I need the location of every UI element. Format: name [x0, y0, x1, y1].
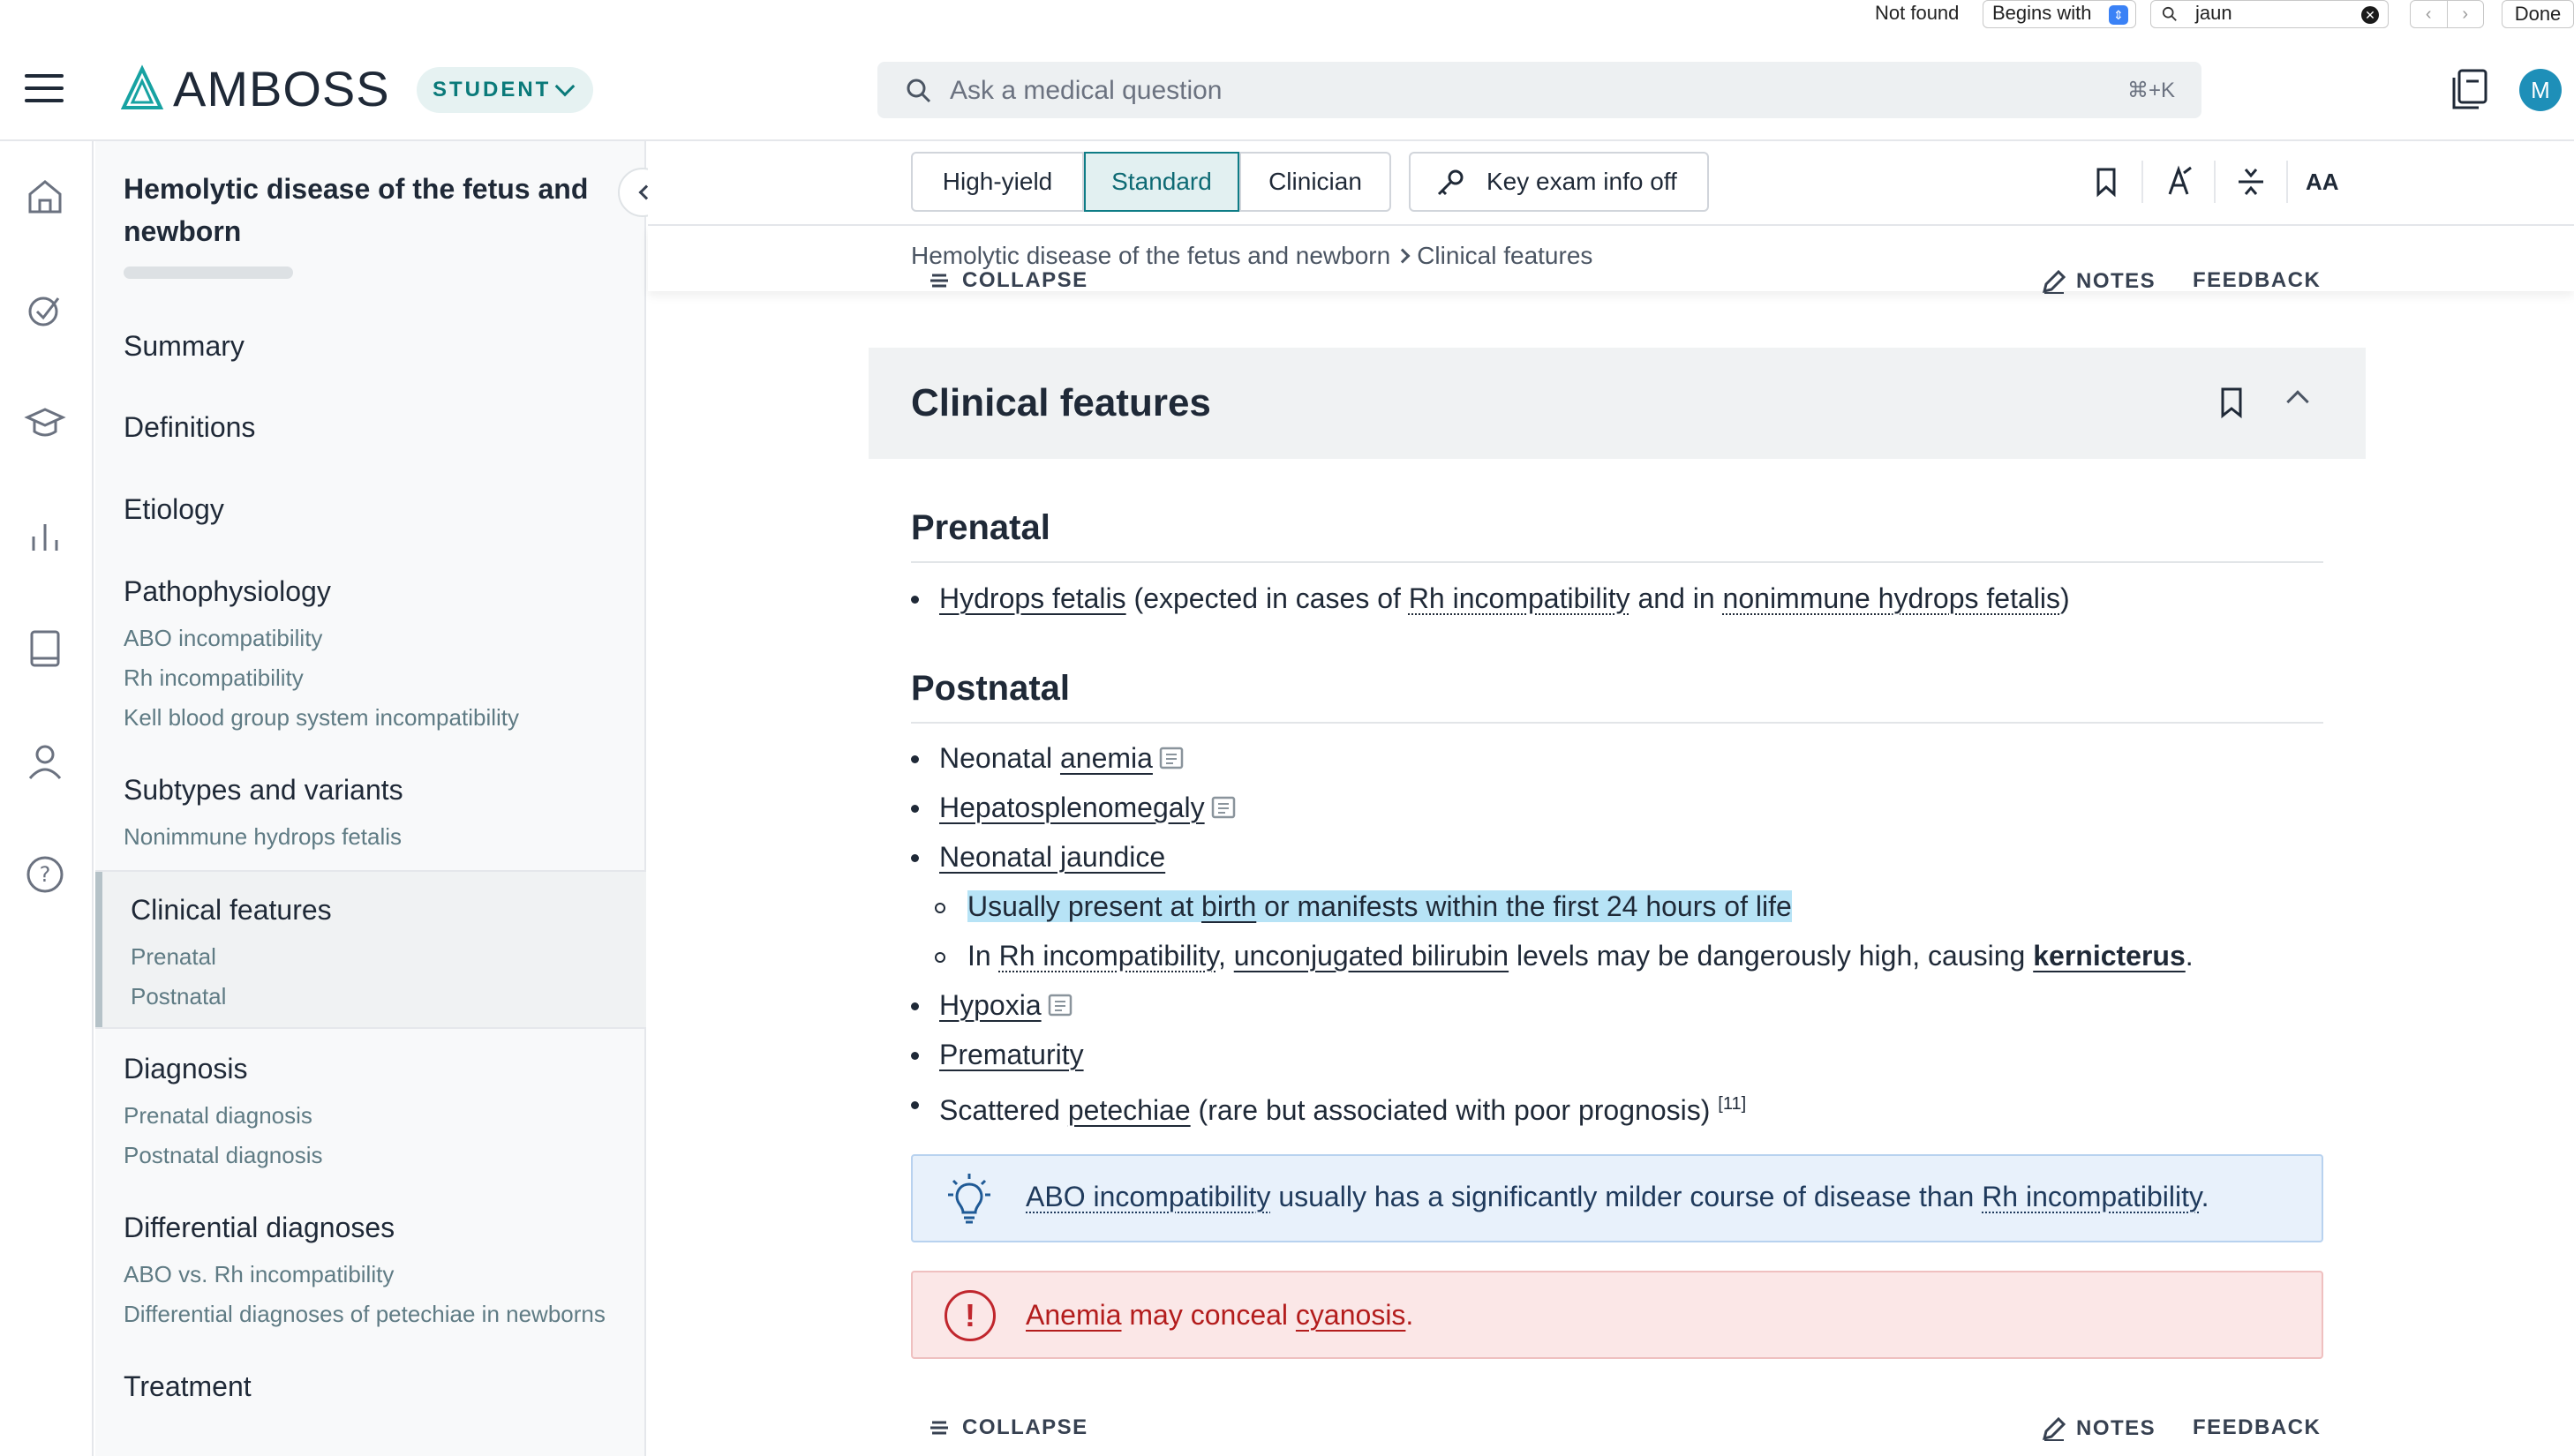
key-icon	[1435, 168, 1465, 198]
bullet	[911, 1101, 919, 1109]
text: Scattered	[939, 1094, 1068, 1126]
bullet	[911, 805, 919, 813]
find-mode-select[interactable]	[1983, 0, 2136, 28]
subsection-heading-prenatal: Prenatal	[911, 508, 1050, 547]
warning-text	[1026, 1299, 1413, 1332]
toc-subitem[interactable]: Rh incompatibility	[124, 664, 304, 691]
link[interactable]: Hypoxia	[939, 989, 1042, 1021]
chevron-down-icon	[555, 77, 576, 97]
text: .	[2201, 1181, 2209, 1212]
toc-subitem[interactable]: Prenatal diagnosis	[124, 1102, 312, 1129]
bullet	[911, 755, 919, 763]
find-input[interactable]	[2150, 0, 2389, 28]
find-bar	[0, 0, 2574, 32]
link[interactable]: Rh incompatibility	[1408, 582, 1630, 614]
text: .	[1405, 1299, 1414, 1331]
search-shortcut: ⌘+K	[2126, 79, 2175, 102]
link[interactable]: unconjugated bilirubin	[1233, 940, 1509, 972]
link[interactable]: Rh incompatibility	[1982, 1181, 2201, 1212]
text: usually has a significantly milder course of disease than	[1270, 1181, 1983, 1212]
table-of-contents	[95, 141, 646, 1456]
brand-name: AMBOSS	[173, 60, 390, 116]
divider	[911, 561, 2323, 563]
text: Neonatal	[939, 742, 1060, 774]
section-title: Clinical features	[911, 381, 1211, 424]
list-item	[939, 1086, 1746, 1128]
find-mode-label: Begins with	[1992, 2, 2092, 24]
mode-clinician[interactable]: Clinician	[1239, 152, 1391, 212]
toc-subitem[interactable]: Kell blood group system incompatibility	[124, 704, 519, 731]
link[interactable]: Prematurity	[939, 1039, 1084, 1070]
link[interactable]: Hydrops fetalis	[939, 582, 1126, 614]
link[interactable]: birth	[1201, 890, 1257, 922]
toc-item-label: Differential diagnoses	[124, 1212, 395, 1243]
text: may conceal	[1121, 1299, 1296, 1331]
toc-subitem[interactable]: Differential diagnoses of petechiae in newborns	[124, 1301, 606, 1327]
key-exam-toggle[interactable]	[1409, 152, 1709, 212]
study-icon[interactable]	[25, 402, 65, 443]
knowledge-icon[interactable]	[25, 289, 65, 330]
analytics-icon[interactable]	[25, 515, 65, 556]
text: )	[2059, 582, 2070, 614]
subsection-heading-postnatal: Postnatal	[911, 669, 1071, 708]
notes-library-icon[interactable]	[2450, 67, 2491, 111]
notes-button[interactable]	[2041, 1415, 2156, 1442]
text: .	[2185, 940, 2194, 972]
mode-standard[interactable]: Standard	[1084, 152, 1239, 212]
search-icon	[2162, 6, 2178, 22]
find-previous-icon[interactable]: ‹	[2411, 1, 2448, 27]
library-icon[interactable]	[25, 628, 65, 669]
find-done-button[interactable]: Done	[2502, 0, 2574, 28]
collapse-label: COLLAPSE	[962, 1415, 1088, 1439]
toolbar-divider	[2214, 161, 2216, 203]
link[interactable]: petechiae	[1067, 1094, 1191, 1126]
toc-item-label: Subtypes and variants	[124, 774, 403, 806]
find-next-icon[interactable]: ›	[2462, 4, 2469, 24]
text: and in	[1629, 582, 1723, 614]
toc-subitem[interactable]: Prenatal	[131, 943, 216, 970]
collapse-icon	[927, 1415, 952, 1440]
breadcrumb-article[interactable]: Hemolytic disease of the fetus and newborn	[911, 242, 1391, 269]
breadcrumb	[911, 242, 1592, 270]
toc-subitem[interactable]: ABO vs. Rh incompatibility	[124, 1261, 395, 1287]
search-bar[interactable]	[877, 62, 2201, 118]
collapse-button[interactable]	[927, 268, 1088, 293]
amboss-logo-icon	[122, 66, 162, 110]
text: (rare but associated with poor prognosis)	[1190, 1094, 1719, 1126]
svg-text:?: ?	[39, 862, 51, 887]
pencil-icon	[2041, 268, 2067, 295]
search-placeholder: Ask a medical question	[950, 76, 1223, 105]
list-item	[939, 581, 2070, 616]
toc-subitem[interactable]: Postnatal diagnosis	[124, 1142, 323, 1168]
search-icon	[906, 78, 932, 104]
toc-item-label: Etiology	[124, 493, 224, 525]
list-item	[939, 740, 1185, 776]
text: Usually present at	[967, 890, 1202, 922]
toc-item-label: Pathophysiology	[124, 575, 331, 607]
clear-icon[interactable]: ✕	[2361, 6, 2379, 24]
role-dropdown[interactable]	[417, 67, 593, 113]
note-icon[interactable]	[1210, 794, 1237, 821]
bullet	[911, 854, 919, 862]
find-nav	[2410, 0, 2484, 28]
logo[interactable]	[122, 62, 390, 115]
link[interactable]: ABO incompatibility	[1026, 1181, 1271, 1212]
link[interactable]: Anemia	[1026, 1299, 1122, 1331]
updown-chevron-icon: ⇕	[2109, 5, 2128, 25]
bullet	[911, 596, 919, 604]
text: (expected in cases of	[1125, 582, 1409, 614]
collapse-button[interactable]	[927, 1415, 1088, 1440]
reading-progress-bar	[124, 266, 293, 279]
reference-link[interactable]: [11]	[1718, 1094, 1747, 1114]
menu-icon[interactable]	[25, 74, 64, 104]
toc-item-label: Summary	[124, 330, 245, 362]
pencil-icon	[2041, 1415, 2067, 1442]
chevron-right-icon	[1396, 249, 1411, 264]
mode-high-yield[interactable]: High-yield	[911, 152, 1084, 212]
alert-icon: !	[945, 1290, 996, 1341]
link[interactable]: anemia	[1059, 742, 1153, 774]
toc-item-label: Definitions	[124, 411, 256, 443]
help-icon[interactable]	[25, 854, 65, 895]
app-header	[0, 32, 2574, 141]
toc-subitem[interactable]: ABO incompatibility	[124, 625, 323, 651]
find-query: jaun	[2195, 2, 2232, 24]
text: ,	[1217, 940, 1234, 972]
warning-box	[911, 1271, 2323, 1359]
section-header[interactable]	[869, 348, 2366, 459]
nav-rail	[0, 141, 94, 1456]
bookmark-icon[interactable]	[2089, 164, 2124, 199]
link[interactable]: Neonatal jaundice	[939, 841, 1166, 873]
tip-box	[911, 1154, 2323, 1242]
notes-label: NOTES	[2076, 269, 2156, 293]
role-label: STUDENT	[433, 78, 552, 101]
bullet	[911, 1002, 919, 1010]
list-item	[967, 938, 2194, 973]
notes-button[interactable]	[2041, 268, 2156, 295]
toc-subitem[interactable]: Nonimmune hydrops fetalis	[124, 823, 403, 850]
link[interactable]: nonimmune hydrops fetalis	[1722, 582, 2060, 614]
highlight-pen-icon[interactable]	[2161, 164, 2196, 199]
key-exam-label: Key exam info off	[1486, 168, 1677, 195]
lightbulb-icon	[941, 1172, 997, 1228]
toolbar-divider	[2286, 161, 2288, 203]
toolbar-divider	[2141, 161, 2143, 203]
list-item	[939, 1037, 1084, 1072]
bullet	[911, 1052, 919, 1060]
collapse-icon	[927, 268, 952, 293]
link[interactable]: kernicterus	[2033, 940, 2186, 972]
tip-text	[1026, 1181, 2209, 1213]
divider	[911, 722, 2323, 724]
article-toolbar	[648, 141, 2574, 226]
user-icon[interactable]	[25, 741, 65, 782]
link[interactable]: Rh incompatibility	[998, 940, 1218, 972]
note-icon[interactable]	[1047, 992, 1073, 1018]
notes-label: NOTES	[2076, 1416, 2156, 1440]
text: In	[967, 940, 999, 972]
home-icon[interactable]	[25, 176, 65, 217]
sub-bullet	[935, 952, 945, 963]
feedback-button[interactable]: FEEDBACK	[2193, 1415, 2322, 1439]
list-item	[967, 889, 1792, 924]
text: levels may be dangerously high, causing	[1509, 940, 2034, 972]
chevron-up-icon[interactable]	[2286, 390, 2308, 412]
list-item	[939, 987, 1073, 1023]
toc-article-title[interactable]: Hemolytic disease of the fetus and newborn	[124, 173, 589, 247]
section-actions-bottom	[911, 1412, 2323, 1447]
note-icon[interactable]	[1158, 745, 1185, 771]
collapse-all-icon[interactable]	[2233, 164, 2269, 199]
list-item	[939, 790, 1237, 825]
section-actions-top	[911, 268, 2323, 304]
feedback-button[interactable]: FEEDBACK	[2193, 268, 2322, 292]
toc-item-label: Treatment	[124, 1370, 252, 1402]
collapse-label: COLLAPSE	[962, 268, 1088, 292]
sub-bullet	[935, 903, 945, 913]
bookmark-icon[interactable]	[2217, 387, 2246, 418]
text: or manifests within the first 24 hours of life	[1256, 890, 1792, 922]
breadcrumb-section[interactable]: Clinical features	[1417, 242, 1593, 269]
toc-item-label: Clinical features	[131, 894, 332, 926]
avatar[interactable]: M	[2519, 69, 2562, 111]
font-size-icon[interactable]: AA	[2306, 169, 2339, 195]
toc-subitem[interactable]: Postnatal	[131, 983, 227, 1009]
list-item	[939, 839, 1165, 874]
toc-item-label: Diagnosis	[124, 1053, 248, 1084]
search-highlight	[967, 890, 1792, 922]
link[interactable]: Hepatosplenomegaly	[939, 792, 1205, 823]
find-status: Not found	[1875, 2, 1960, 24]
link[interactable]: cyanosis	[1295, 1299, 1406, 1331]
